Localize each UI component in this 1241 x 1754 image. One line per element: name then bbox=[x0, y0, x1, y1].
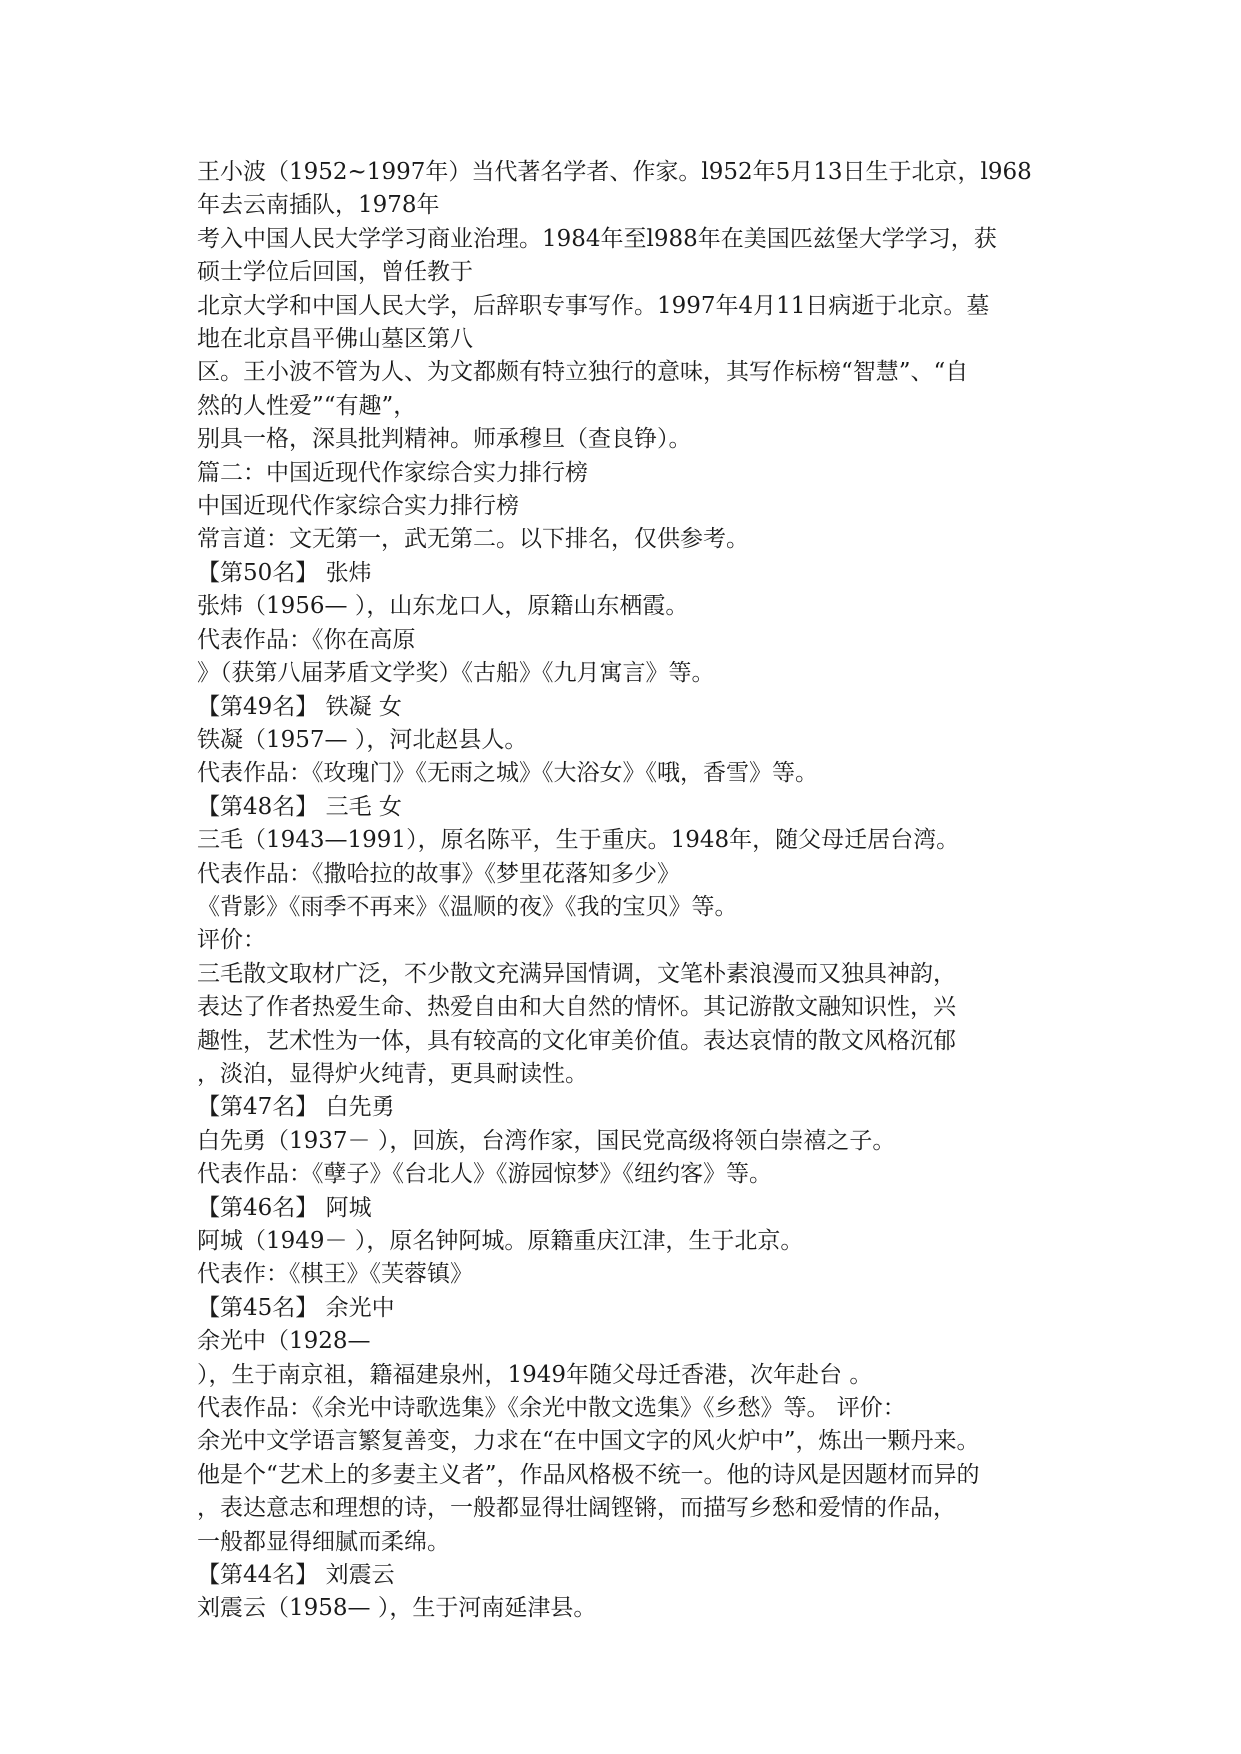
rank-heading: 【第47名】 白先勇 bbox=[197, 1094, 395, 1121]
text-line: 代表作：《棋王》《芙蓉镇》 bbox=[197, 1261, 473, 1288]
rank-heading: 【第50名】 张炜 bbox=[197, 559, 372, 586]
rank-heading: 【第49名】 铁凝 女 bbox=[197, 693, 402, 720]
text-line: 趣性，艺术性为一体，具有较高的文化审美价值。表达哀情的散文风格沉郁 bbox=[197, 1027, 956, 1054]
text-line: 代表作品：《撒哈拉的故事》《梦里花落知多少》 bbox=[197, 860, 680, 887]
text-line: 余光中（1928— bbox=[197, 1328, 371, 1355]
text-line: 代表作品：《孽子》《台北人》《游园惊梦》《纽约客》等。 bbox=[197, 1161, 772, 1188]
text-line: ），生于南京祖，籍福建泉州，1949年随父母迁香港，次年赴台 。 bbox=[197, 1361, 873, 1388]
text-line: 北京大学和中国人民大学，后辞职专事写作。1997年4月11日病逝于北京。墓 bbox=[197, 292, 990, 319]
text-line: 张炜（1956— ），山东龙口人，原籍山东栖霞。 bbox=[197, 593, 689, 620]
text-line: 表达了作者热爱生命、热爱自由和大自然的情怀。其记游散文融知识性，兴 bbox=[197, 994, 956, 1021]
text-line: 刘震云（1958— ），生于河南延津县。 bbox=[197, 1595, 597, 1622]
text-line: 然的人性爱”“有趣”， bbox=[197, 392, 417, 419]
text-line: 常言道：文无第一，武无第二。以下排名，仅供参考。 bbox=[197, 526, 749, 553]
text-line: 三毛散文取材广泛，不少散文充满异国情调，文笔朴素浪漫而又独具神韵， bbox=[197, 960, 956, 987]
text-line: 铁凝（1957— ），河北赵县人。 bbox=[197, 726, 528, 753]
text-line: 三毛（1943—1991），原名陈平，生于重庆。1948年，随父母迁居台湾。 bbox=[197, 827, 960, 854]
text-line: 评价： bbox=[197, 927, 266, 954]
section-heading: 篇二：中国近现代作家综合实力排行榜 bbox=[197, 459, 588, 486]
section-title: 中国近现代作家综合实力排行榜 bbox=[197, 493, 519, 520]
text-line: 王小波（1952~1997年）当代著名学者、作家。l952年5月13日生于北京，l968 bbox=[197, 159, 1032, 185]
rank-heading: 【第44名】 刘震云 bbox=[197, 1562, 395, 1589]
rank-heading: 【第48名】 三毛 女 bbox=[197, 793, 402, 820]
text-line: 他是个“艺术上的多妻主义者”，作品风格极不统一。他的诗风是因题材而异的 bbox=[197, 1461, 980, 1488]
document-page bbox=[197, 156, 1047, 1626]
text-line: 代表作品：《玫瑰门》《无雨之城》《大浴女》《哦，香雪》等。 bbox=[197, 760, 818, 787]
text-line: 区。王小波不管为人、为文都颇有特立独行的意味，其写作标榜“智慧”、“自 bbox=[197, 359, 969, 386]
text-line: 一般都显得细腻而柔绵。 bbox=[197, 1528, 450, 1555]
rank-heading: 【第45名】 余光中 bbox=[197, 1294, 395, 1321]
text-line: 《背影》《雨季不再来》《温顺的夜》《我的宝贝》等。 bbox=[197, 893, 738, 920]
text-line: 余光中文学语言繁复善变，力求在“在中国文字的风火炉中”，炼出一颗丹来。 bbox=[197, 1428, 980, 1455]
text-line: 别具一格，深具批判精神。师承穆旦（查良铮）。 bbox=[197, 426, 692, 453]
text-line: 地在北京昌平佛山墓区第八 bbox=[197, 326, 473, 353]
text-line: 年去云南插队，1978年 bbox=[197, 192, 440, 219]
text-line: 考入中国人民大学学习商业治理。1984年至l988年在美国匹兹堡大学学习，获 bbox=[197, 225, 997, 252]
rank-heading: 【第46名】 阿城 bbox=[197, 1194, 372, 1221]
text-line: ，表达意志和理想的诗，一般都显得壮阔铿锵，而描写乡愁和爱情的作品， bbox=[197, 1495, 956, 1522]
text-line: 》（获第八届茅盾文学奖）《古船》《九月寓言》等。 bbox=[197, 660, 715, 687]
text-line: ，淡泊，显得炉火纯青，更具耐读性。 bbox=[197, 1060, 588, 1087]
text-line: 代表作品：《余光中诗歌选集》《余光中散文选集》《乡愁》等。 评价： bbox=[197, 1395, 906, 1422]
text-line: 代表作品：《你在高原 bbox=[197, 626, 416, 653]
text-line: 白先勇（1937－ ），回族，台湾作家，国民党高级将领白崇禧之子。 bbox=[197, 1127, 896, 1154]
text-line: 阿城（1949－ ），原名钟阿城。原籍重庆江津，生于北京。 bbox=[197, 1228, 804, 1254]
text-line: 硕士学位后回国，曾任教于 bbox=[197, 259, 473, 286]
